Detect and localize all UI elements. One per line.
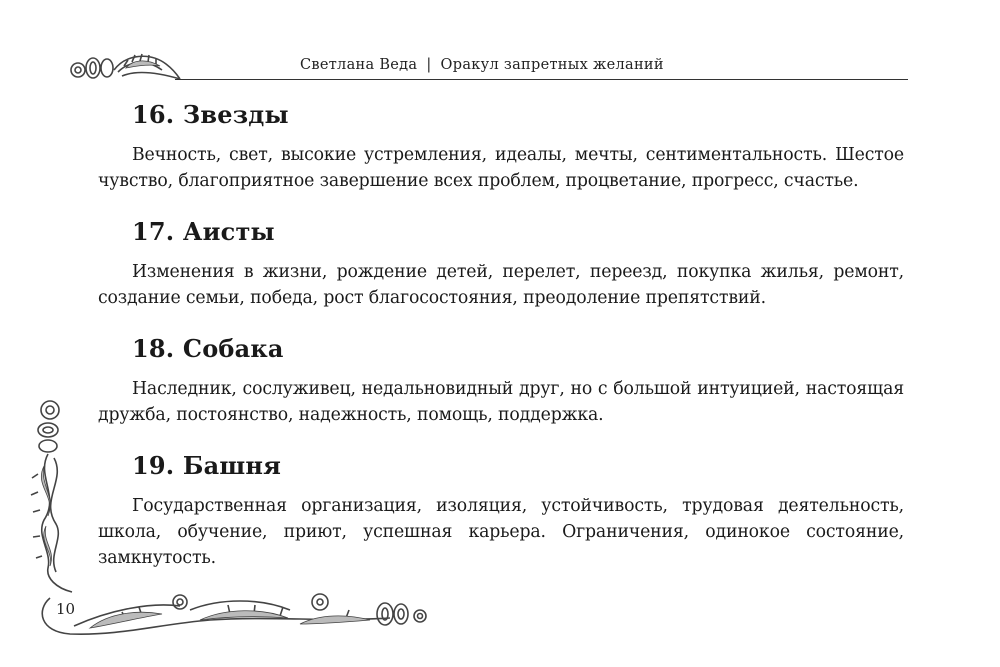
page-number: 10 (56, 600, 76, 618)
section-heading: 19. Башня (132, 451, 282, 480)
section-17 (98, 217, 904, 311)
section-16 (98, 100, 904, 194)
section-text: Изменения в жизни, рождение детей, перелет, переезд, покупка жилья, ремонт, создание семьи, победа, рост благосостояния, преодоление препятствий. (98, 262, 904, 308)
section-heading: 16. Звезды (132, 100, 289, 129)
author-name: Светлана Веда (300, 57, 418, 73)
header-separator: | (426, 57, 432, 73)
header-rule (175, 79, 908, 80)
running-header (300, 57, 720, 73)
section-heading: 18. Собака (132, 334, 284, 363)
section-18 (98, 334, 904, 428)
section-19 (98, 451, 904, 571)
book-title: Оракул запретных желаний (440, 57, 664, 73)
footer-ornament-icon (30, 580, 440, 640)
side-ornament-icon (26, 396, 86, 596)
section-text: Вечность, свет, высокие устремления, идеалы, мечты, сентиментальность. Шестое чувство, благоприятное завершение всех проблем, процветание, прогресс, счастье. (98, 145, 904, 191)
header-ornament-icon (66, 48, 182, 84)
section-heading: 17. Аисты (132, 217, 275, 246)
section-text: Наследник, сослуживец, недальновидный друг, но с большой интуицией, настоящая дружба, постоянство, надежность, помощь, поддержка. (98, 379, 904, 425)
section-text: Государственная организация, изоляция, устойчивость, трудовая деятельность, школа, обучение, приют, успешная карьера. Ограничения, одинокое состояние, замкнутость. (98, 496, 904, 568)
